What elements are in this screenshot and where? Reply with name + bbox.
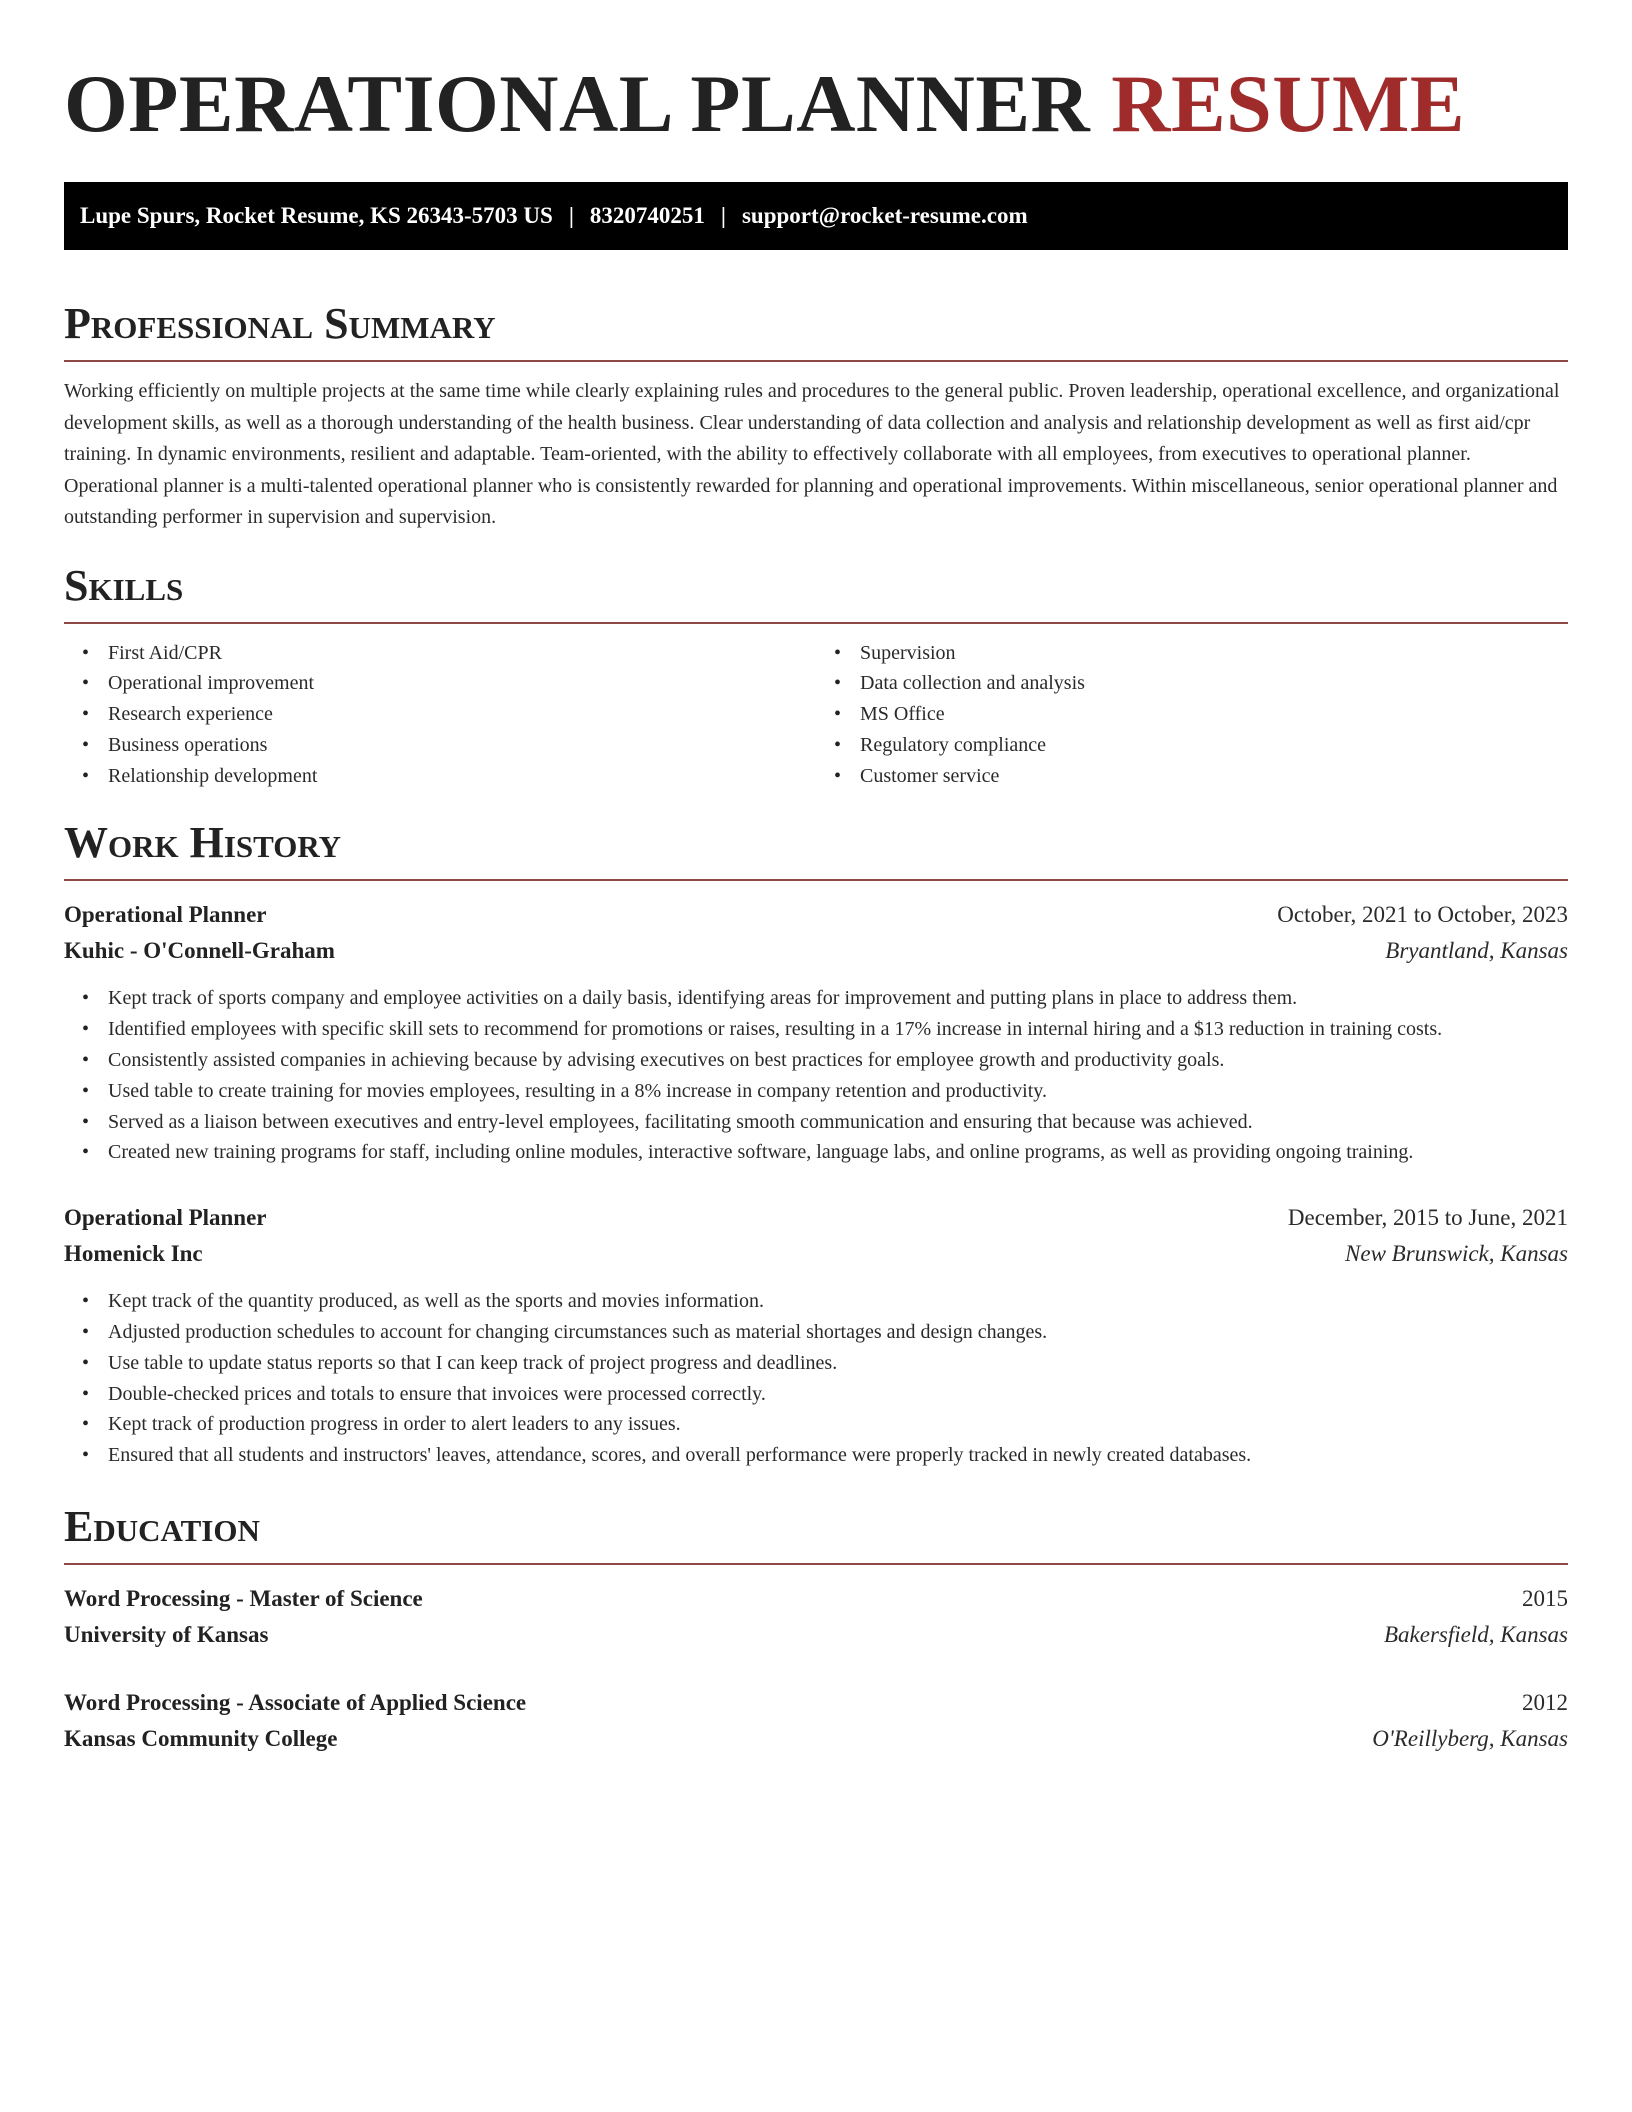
section-divider [64, 879, 1568, 881]
education-section [64, 1499, 1568, 1757]
job-entry [64, 1200, 1568, 1471]
job-bullet: • Adjusted production schedules to account for changing circumstances such as material shortages and design changes. [108, 1317, 1568, 1348]
contact-separator: | [568, 203, 574, 228]
job-bullet: • Kept track of production progress in order to alert leaders to any issues. [108, 1409, 1568, 1440]
education-location: Bakersfield, Kansas [1384, 1622, 1568, 1648]
job-company: Kuhic - O'Connell-Graham [64, 938, 335, 964]
job-company-row [64, 933, 1568, 969]
skill-item: • Regulatory compliance [860, 730, 1568, 761]
title-main: OPERATIONAL PLANNER [64, 58, 1091, 149]
summary-text: Working efficiently on multiple projects at the same time while clearly explaining rules and procedures to the general public. Proven leadership, operational excellence, and organizational development skills, as well as a thorough understanding of the health business. Clear understanding of data collection and analysis and relationship development as well as first aid/cpr training. In dynamic environments, resilient and adaptable. Team-oriented, with the ability to effectively collaborate with all employees, from executives to operational planner. Operational planner is a multi-talented operational planner who is consistently rewarded for planning and operational improvements. Within miscellaneous, senior operational planner and outstanding performer in supervision and supervision. [64, 380, 1560, 528]
job-header-row [64, 1200, 1568, 1236]
contact-address: Lupe Spurs, Rocket Resume, KS 26343-5703 US [80, 203, 553, 228]
education-school: Kansas Community College [64, 1726, 338, 1752]
skill-item: • Supervision [860, 638, 1568, 669]
job-bullet: • Double-checked prices and totals to ensure that invoices were processed correctly. [108, 1379, 1568, 1410]
education-location: O'Reillyberg, Kansas [1372, 1726, 1568, 1752]
skills-section [64, 558, 1568, 792]
title-accent: RESUME [1111, 58, 1466, 149]
contact-bar [64, 182, 1568, 250]
education-header-row [64, 1685, 1568, 1721]
job-dates: October, 2021 to October, 2023 [1277, 902, 1568, 928]
skills-list [64, 638, 1568, 792]
job-bullet: • Ensured that all students and instructors' leaves, attendance, scores, and overall performance were properly tracked in newly created databases. [108, 1440, 1568, 1471]
job-bullet: • Kept track of sports company and employee activities on a daily basis, identifying areas for improvement and putting plans in place to address them. [108, 983, 1568, 1014]
education-degree: Word Processing - Master of Science [64, 1586, 423, 1612]
job-bullet: • Kept track of the quantity produced, as well as the sports and movies information. [108, 1286, 1568, 1317]
job-header-row [64, 897, 1568, 933]
education-school: University of Kansas [64, 1622, 269, 1648]
education-degree: Word Processing - Associate of Applied Science [64, 1690, 527, 1716]
skill-item: • Customer service [860, 761, 1568, 792]
job-company: Homenick Inc [64, 1241, 203, 1267]
education-year: 2015 [1522, 1586, 1568, 1612]
section-divider [64, 622, 1568, 624]
job-bullet: • Served as a liaison between executives and entry-level employees, facilitating smooth communication and ensuring that because was achieved. [108, 1107, 1568, 1138]
contact-phone: 8320740251 [589, 203, 705, 228]
job-bullets [64, 983, 1568, 1168]
summary-section [64, 296, 1568, 534]
job-bullet: • Identified employees with specific skill sets to recommend for promotions or raises, resulting in a 17% increase in internal hiring and a $13 reduction in training costs. [108, 1014, 1568, 1045]
contact-separator: | [720, 203, 726, 228]
job-entry [64, 897, 1568, 1168]
skill-item: • MS Office [860, 699, 1568, 730]
skill-item: • Research experience [108, 699, 816, 730]
job-title: Operational Planner [64, 902, 267, 928]
summary-heading: Professional Summary [64, 299, 496, 348]
skill-item: • Data collection and analysis [860, 668, 1568, 699]
job-bullet: • Created new training programs for staff, including online modules, interactive software, language labs, and online programs, as well as providing ongoing training. [108, 1137, 1568, 1168]
resume-title [64, 0, 1568, 150]
job-location: New Brunswick, Kansas [1345, 1241, 1568, 1267]
job-dates: December, 2015 to June, 2021 [1287, 1205, 1568, 1231]
work-heading: Work History [64, 818, 342, 868]
job-bullets [64, 1286, 1568, 1471]
education-school-row [64, 1617, 1568, 1653]
skills-column-right [816, 638, 1568, 792]
job-bullet: • Used table to create training for movies employees, resulting in a 8% increase in company retention and productivity. [108, 1076, 1568, 1107]
contact-email: support@rocket-resume.com [741, 203, 1028, 228]
education-header-row [64, 1581, 1568, 1617]
education-school-row [64, 1721, 1568, 1757]
skill-item: • Relationship development [108, 761, 816, 792]
job-bullet: • Consistently assisted companies in achieving because by advising executives on best practices for employee growth and productivity goals. [108, 1045, 1568, 1076]
skill-item: • Business operations [108, 730, 816, 761]
work-section [64, 815, 1568, 1471]
education-entry [64, 1581, 1568, 1653]
education-heading: Education [64, 1502, 260, 1552]
skill-item: • First Aid/CPR [108, 638, 816, 669]
job-company-row [64, 1236, 1568, 1272]
job-bullet: • Use table to update status reports so that I can keep track of project progress and deadlines. [108, 1348, 1568, 1379]
skills-column-left [64, 638, 816, 792]
skill-item: • Operational improvement [108, 668, 816, 699]
section-divider [64, 1563, 1568, 1565]
skills-heading: Skills [64, 560, 184, 610]
section-divider [64, 360, 1568, 362]
education-year: 2012 [1522, 1690, 1568, 1716]
education-entry [64, 1685, 1568, 1757]
job-title: Operational Planner [64, 1205, 267, 1231]
job-location: Bryantland, Kansas [1385, 938, 1568, 964]
